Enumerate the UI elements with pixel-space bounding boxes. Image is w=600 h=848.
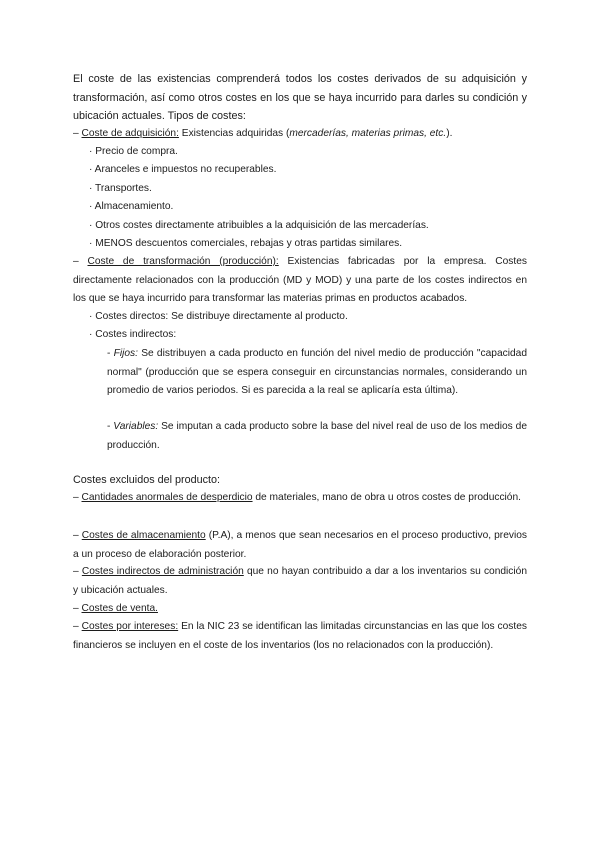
list-item-otros-costes: · Otros costes directamente atribuibles a la adquisición de las mercaderías.: [89, 220, 429, 231]
intro-paragraph: El coste de las existencias comprenderá todos los costes derivados de su adquisición y transformación, así como otros costes en los que se haya incurrido para darles su condición y ubicación actuales. Tipos de costes:: [73, 73, 527, 122]
list-item-precio-compra: · Precio de compra.: [89, 146, 178, 157]
dash: –: [73, 530, 79, 541]
dash: –: [73, 603, 79, 614]
sub-dash: -: [107, 348, 114, 359]
dash: –: [73, 256, 79, 267]
excluido-label: Costes de venta.: [81, 603, 158, 614]
list-item-almacenamiento: · Almacenamiento.: [89, 201, 174, 212]
costes-fijos-paragraph: [107, 345, 527, 401]
costes-variables-paragraph: [107, 418, 527, 455]
dash: –: [73, 621, 79, 632]
excluido-item-intereses: [73, 618, 527, 655]
dash: –: [73, 128, 79, 139]
coste-transformacion-text: Existencias fabricadas por la empresa. Costes directamente relacionados con la producción (MD y MOD) y una parte de los costes indirectos en los que se haya incurrido para transformar las materias primas en productos acabados.: [73, 256, 527, 304]
excluido-text: de materiales, mano de obra u otros costes de producción.: [252, 492, 521, 503]
excluido-label: Costes de almacenamiento: [81, 530, 206, 541]
excluido-item-administracion: [73, 563, 527, 600]
excluido-label: Cantidades anormales de desperdicio: [81, 492, 253, 503]
variables-label: Variables:: [113, 421, 159, 432]
excluido-label: Costes por intereses:: [81, 621, 179, 632]
coste-adquisicion-text: Existencias adquiridas (: [178, 128, 290, 139]
list-item-costes-directos: · Costes directos: Se distribuye directamente al producto.: [89, 311, 348, 322]
coste-adquisicion-close: ).: [446, 128, 453, 139]
excluido-text: que no hayan contribuido a dar a los inventarios su condición y ubicación actuales.: [73, 566, 527, 596]
list-item-aranceles: · Aranceles e impuestos no recuperables.: [89, 164, 277, 175]
excluido-text: En la NIC 23 se identifican las limitadas circunstancias en las que los costes financieros se incluyen en el coste de los inventarios (los no relacionados con la producción).: [73, 621, 527, 651]
fijos-text: Se distribuyen a cada producto en función del nivel medio de producción "capacidad normal" (producción que se espera conseguir en circunstancias normales, considerando un promedio de varios periodos. Si es parecida a la real se aplicaría esta última).: [107, 348, 527, 396]
excluido-item-almacenamiento: [73, 527, 527, 564]
dash: –: [73, 492, 79, 503]
coste-adquisicion-line: [73, 125, 527, 144]
costes-excluidos-heading: Costes excluidos del producto:: [73, 474, 221, 486]
fijos-label: Fijos:: [113, 348, 138, 359]
excluido-item-desperdicio: [73, 489, 527, 508]
list-item-menos-descuentos: · MENOS descuentos comerciales, rebajas y otras partidas similares.: [89, 238, 403, 249]
excluido-label: Costes indirectos de administración: [81, 566, 244, 577]
variables-text: Se imputan a cada producto sobre la base del nivel real de uso de los medios de producción.: [107, 421, 527, 451]
coste-transformacion-label: Coste de transformación (producción):: [87, 256, 279, 267]
coste-adquisicion-label: Coste de adquisición:: [81, 128, 179, 139]
sub-dash: -: [107, 421, 114, 432]
coste-adquisicion-italic: mercaderías, materias primas, etc.: [289, 128, 447, 139]
dash: –: [73, 566, 79, 577]
list-item-costes-indirectos: · Costes indirectos:: [89, 329, 177, 340]
excluido-item-venta: [73, 600, 527, 619]
coste-transformacion-paragraph: [73, 253, 527, 309]
list-item-transportes: · Transportes.: [89, 183, 152, 194]
excluido-text: (P.A), a menos que sean necesarios en el proceso productivo, previos a un proceso de elaboración posterior.: [73, 530, 527, 560]
